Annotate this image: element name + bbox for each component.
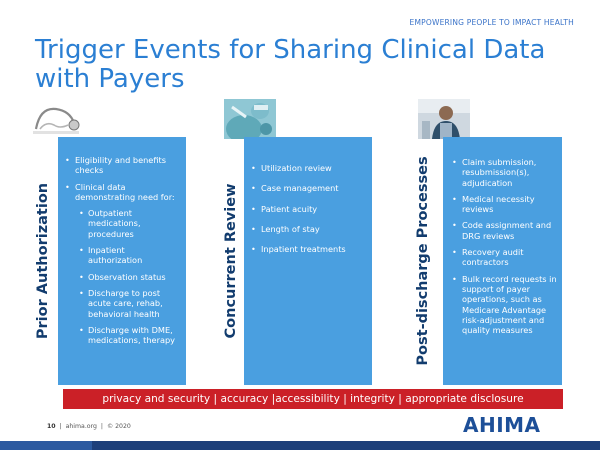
prior-auth-list xyxy=(65,155,180,345)
heading-prior-authorization: Prior Authorization xyxy=(35,182,51,340)
concurrent-review-list xyxy=(251,163,366,254)
footer: 10 | ahima.org | © 2020 xyxy=(47,423,131,430)
panel-post-discharge xyxy=(443,137,562,385)
footer-site: ahima.org xyxy=(65,423,97,430)
list-item: • Observation status xyxy=(79,272,180,282)
list-item: • Utilization review xyxy=(251,163,366,173)
page-number: 10 xyxy=(47,423,56,430)
list-item: • Medical necessity reviews xyxy=(452,194,557,215)
surgeon-photo xyxy=(224,99,276,139)
footer-copyright: © 2020 xyxy=(106,423,131,430)
list-item: • Length of stay xyxy=(251,224,366,234)
list-item: • Claim submission, resubmission(s), adjudication xyxy=(452,157,557,188)
stethoscope-photo xyxy=(30,99,82,139)
list-item: • Bulk record requests in support of payer operations, such as Medicare Advantage risk-adjustment and quality measures xyxy=(452,274,557,336)
heading-concurrent-review: Concurrent Review xyxy=(223,183,239,339)
post-discharge-list xyxy=(452,157,557,335)
heading-post-discharge-processes: Post-discharge Processes xyxy=(415,156,431,366)
panel-concurrent-review xyxy=(244,137,372,385)
list-item: • Discharge with DME, medications, therapy xyxy=(79,325,180,346)
list-item: • Code assignment and DRG reviews xyxy=(452,220,557,241)
list-item: • Inpatient authorization xyxy=(79,245,180,266)
slide-title: Trigger Events for Sharing Clinical Data with Payers xyxy=(35,35,546,94)
values-banner: privacy and security | accuracy |accessibility | integrity | appropriate disclosure xyxy=(63,389,563,409)
ahima-logo: AHIMA xyxy=(463,413,541,437)
list-item: • Inpatient treatments xyxy=(251,244,366,254)
panel-prior-authorization xyxy=(58,137,186,385)
clinician-photo xyxy=(418,99,470,139)
list-item: • Patient acuity xyxy=(251,204,366,214)
list-item: • Case management xyxy=(251,183,366,193)
bottom-strip xyxy=(0,441,600,450)
list-item: • Discharge to post acute care, rehab, behavioral health xyxy=(79,288,180,319)
sub-list xyxy=(79,208,180,345)
tagline: EMPOWERING PEOPLE TO IMPACT HEALTH xyxy=(409,18,574,27)
list-item: • Clinical data demonstrating need for: • Outpatient medications, procedures • Inpatient authorization • Observation status • Discharge to post acute care, rehab, behavioral health • Discharge with DME, medications, therapy xyxy=(65,182,180,346)
list-item: • Outpatient medications, procedures xyxy=(79,208,180,239)
list-item: • Eligibility and benefits checks xyxy=(65,155,180,176)
list-item: • Recovery audit contractors xyxy=(452,247,557,268)
